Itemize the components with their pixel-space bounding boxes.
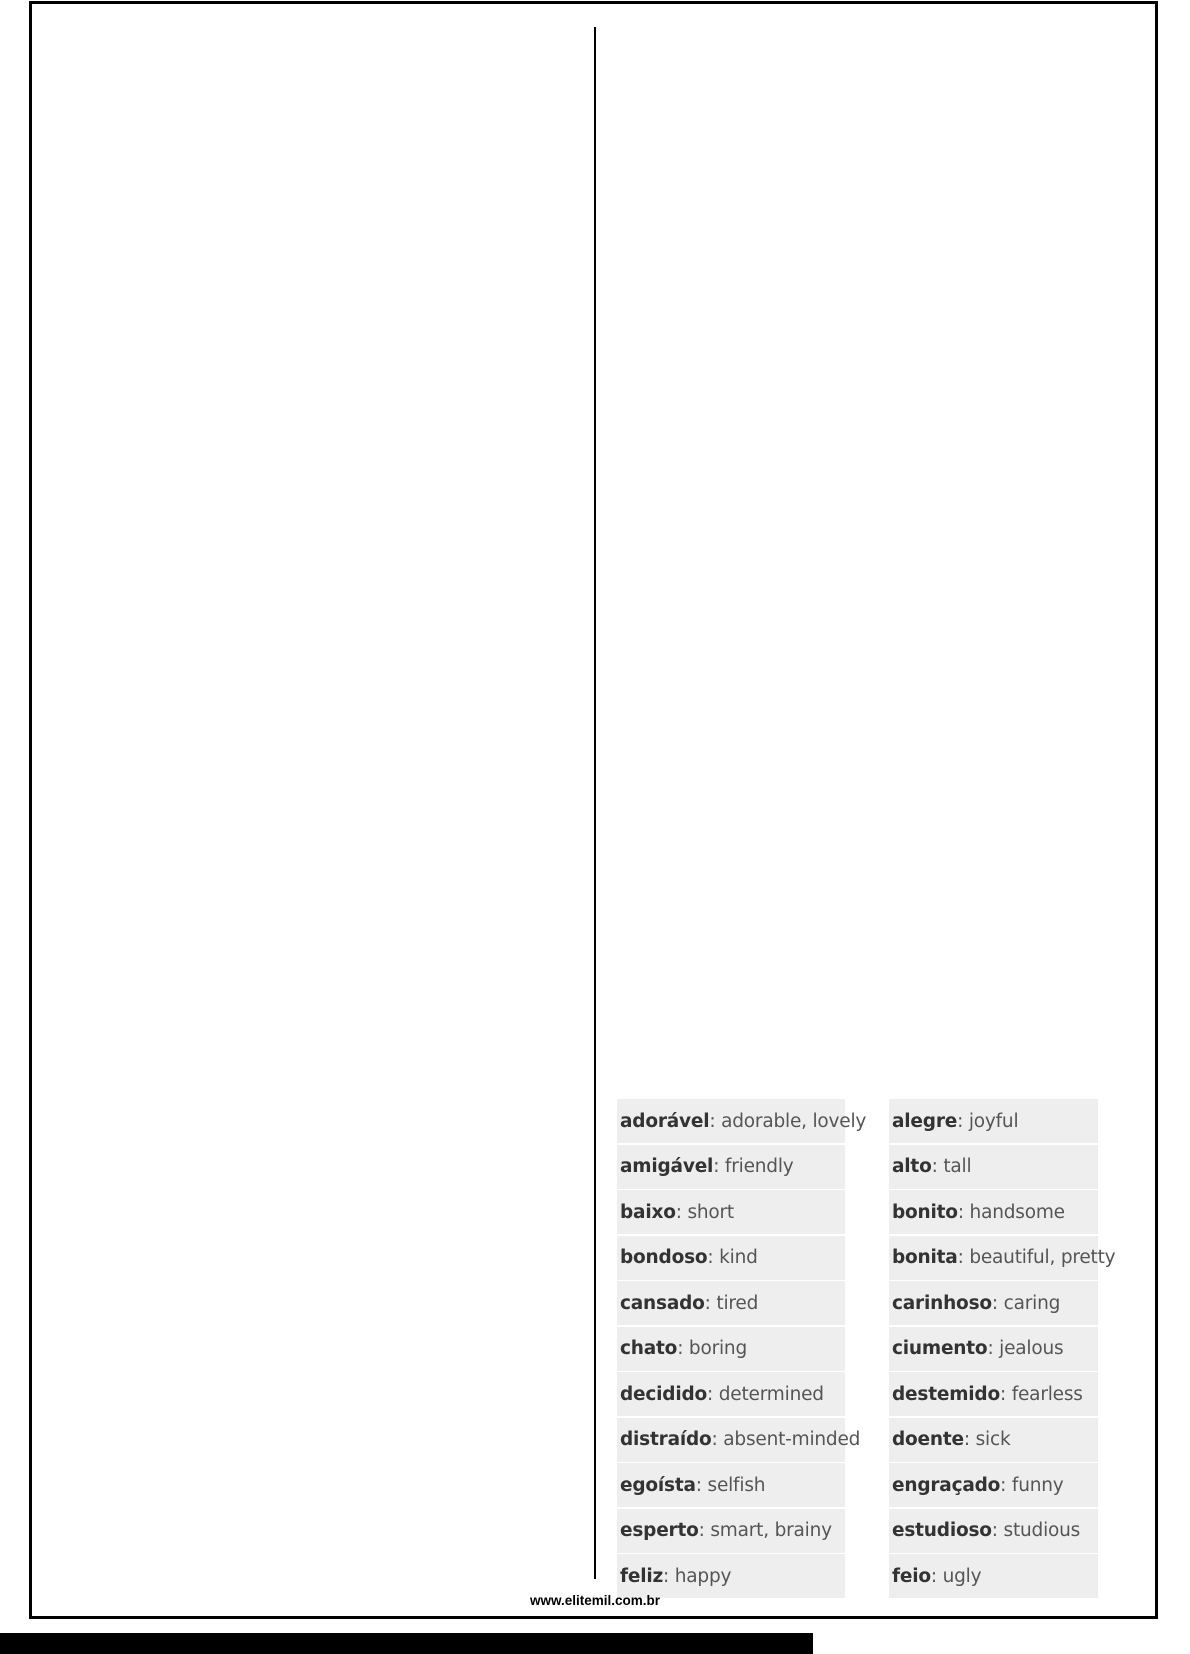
vocabulary-term: feio <box>892 1565 931 1587</box>
vocabulary-meaning: handsome <box>969 1201 1065 1223</box>
vocabulary-meaning: funny <box>1011 1474 1064 1496</box>
vocabulary-term: feliz <box>620 1565 664 1587</box>
vocabulary-item: alegre : joyful <box>889 1099 1098 1143</box>
vocabulary-item: decidido : determined <box>617 1372 845 1416</box>
vocabulary-item: amigável : friendly <box>617 1145 845 1189</box>
vocabulary-item: estudioso : studious <box>889 1509 1098 1553</box>
vocabulary-item: feio : ugly <box>889 1554 1098 1598</box>
vocabulary-meaning: tired <box>716 1292 759 1314</box>
vocabulary-meaning: happy <box>674 1565 732 1587</box>
vocabulary-term: cansado <box>620 1292 705 1314</box>
vocabulary-term: alto <box>892 1156 932 1177</box>
vocabulary-term: distraído <box>620 1429 712 1450</box>
vocabulary-item: bonito : handsome <box>889 1190 1098 1234</box>
vocabulary-meaning: caring <box>1003 1292 1061 1314</box>
vocabulary-meaning: tall <box>943 1156 972 1177</box>
vocabulary-meaning: determined <box>718 1383 824 1405</box>
vocabulary-item: bonita : beautiful, pretty <box>889 1236 1098 1280</box>
vocabulary-term: decidido <box>620 1383 708 1405</box>
vocabulary-item: distraído : absent-minded <box>617 1418 845 1462</box>
vocabulary-meaning: kind <box>719 1247 758 1268</box>
vocabulary-term: destemido <box>892 1383 1000 1405</box>
vocabulary-item: chato : boring <box>617 1327 845 1371</box>
vocabulary-meaning: selfish <box>707 1474 766 1496</box>
vocabulary-meaning: ugly <box>942 1565 982 1587</box>
vocabulary-item: engraçado : funny <box>889 1463 1098 1507</box>
vocabulary-term: bondoso <box>620 1247 708 1268</box>
vocabulary-meaning: jealous <box>999 1338 1064 1359</box>
vocabulary-meaning: adorable, lovely <box>721 1110 867 1132</box>
vocabulary-item: esperto : smart, brainy <box>617 1509 845 1553</box>
vocabulary-term: bonita <box>892 1247 958 1268</box>
vocabulary-item: adorável : adorable, lovely <box>617 1099 845 1143</box>
footer-black-bar <box>0 1633 813 1654</box>
vocabulary-item: doente : sick <box>889 1418 1098 1462</box>
vocabulary-meaning: friendly <box>724 1156 794 1177</box>
vocabulary-item: baixo : short <box>617 1190 845 1234</box>
vocabulary-meaning: sick <box>975 1429 1011 1450</box>
vocabulary-meaning: studious <box>1003 1520 1081 1541</box>
vocabulary-meaning: joyful <box>968 1110 1019 1132</box>
vocabulary-list-left <box>617 1099 867 1600</box>
vocabulary-item: carinhoso : caring <box>889 1281 1098 1325</box>
vocabulary-meaning: absent-minded <box>723 1429 861 1450</box>
vocabulary-term: estudioso <box>892 1520 992 1541</box>
vocabulary-item: feliz : happy <box>617 1554 845 1598</box>
vocabulary-term: baixo <box>620 1201 676 1223</box>
vocabulary-item: egoísta : selfish <box>617 1463 845 1507</box>
vocabulary-meaning: fearless <box>1011 1383 1083 1405</box>
vocabulary-term: doente <box>892 1429 964 1450</box>
vocabulary-term: esperto <box>620 1520 699 1541</box>
vocabulary-item: alto : tall <box>889 1145 1098 1189</box>
footer-website-url: www.elitemil.com.br <box>529 1593 661 1608</box>
vocabulary-item: cansado : tired <box>617 1281 845 1325</box>
vocabulary-term: alegre <box>892 1110 958 1132</box>
vocabulary-term: amigável <box>620 1156 714 1177</box>
vocabulary-meaning: beautiful, pretty <box>969 1247 1116 1268</box>
vocabulary-term: engraçado <box>892 1474 1001 1496</box>
vocabulary-term: egoísta <box>620 1474 696 1496</box>
vocabulary-term: adorável <box>620 1110 710 1132</box>
vocabulary-list-right <box>889 1099 1116 1600</box>
vocabulary-item: bondoso : kind <box>617 1236 845 1280</box>
vocabulary-meaning: short <box>687 1201 734 1223</box>
vocabulary-term: carinhoso <box>892 1292 992 1314</box>
vocabulary-term: ciumento <box>892 1338 988 1359</box>
vocabulary-item: destemido : fearless <box>889 1372 1098 1416</box>
vocabulary-term: chato <box>620 1338 678 1359</box>
vocabulary-term: bonito <box>892 1201 958 1223</box>
column-divider <box>594 27 596 1579</box>
vocabulary-item: ciumento : jealous <box>889 1327 1098 1371</box>
vocabulary-meaning: boring <box>688 1338 747 1359</box>
vocabulary-meaning: smart, brainy <box>710 1520 832 1541</box>
